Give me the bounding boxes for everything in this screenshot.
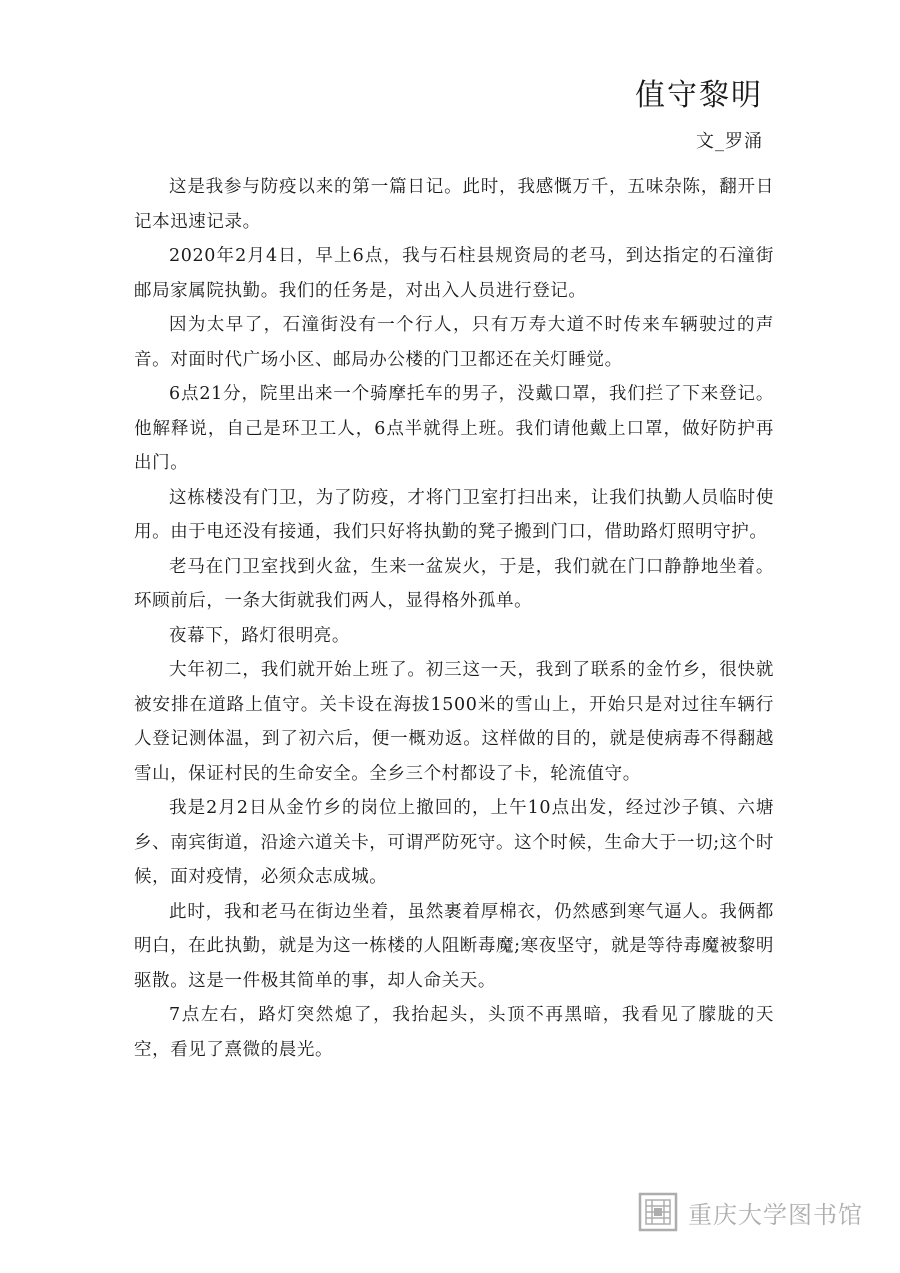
paragraph: 此时，我和老马在街边坐着，虽然裹着厚棉衣，仍然感到寒气逼人。我俩都明白，在此执勤，就是为这一栋楼的人阻断毒魔;寒夜坚守，就是等待毒魔被黎明驱散。这是一件极其简单的事，却人命关天。 [134, 901, 774, 991]
paragraph: 夜幕下，路灯很明亮。 [169, 625, 350, 646]
paragraph: 这是我参与防疫以来的第一篇日记。此时，我感慨万千，五味杂陈，翻开日记本迅速记录。 [134, 177, 774, 232]
paragraph: 大年初二，我们就开始上班了。初三这一天，我到了联系的金竹乡，很快就被安排在道路上值守。关卡设在海拔1500米的雪山上，开始只是对过往车辆行人登记测体温，到了初六后，便一概劝返。这样做的目的，就是使病毒不得翻越雪山，保证村民的生命安全。全乡三个村都设了卡，轮流值守。 [134, 660, 774, 784]
paragraph: 7点左右，路灯突然熄了，我抬起头，头顶不再黑暗，我看见了朦胧的天空，看见了熹微的晨光。 [134, 1005, 774, 1060]
paragraph: 6点21分，院里出来一个骑摩托车的男子，没戴口罩，我们拦了下来登记。他解释说，自己是环卫工人，6点半就得上班。我们请他戴上口罩，做好防护再出门。 [134, 384, 774, 473]
paragraph: 老马在门卫室找到火盆，生来一盆炭火，于是，我们就在门口静静地坐着。环顾前后，一条大街就我们两人，显得格外孤单。 [134, 556, 774, 611]
article-body [134, 170, 774, 1067]
author-byline: 文_罗涌 [696, 131, 763, 152]
library-watermark [638, 1190, 863, 1234]
paragraph: 我是2月2日从金竹乡的岗位上撤回的，上午10点出发，经过沙子镇、六塘乡、南宾街道，沿途六道关卡，可谓严防死守。这个时候，生命大于一切;这个时候，面对疫情，必须众志成城。 [134, 798, 774, 887]
watermark-text: 重庆大学图书馆 [688, 1200, 863, 1229]
document-title: 值守黎明 [635, 78, 763, 113]
paragraph: 这栋楼没有门卫，为了防疫，才将门卫室打扫出来，让我们执勤人员临时使用。由于电还没有接通，我们只好将执勤的凳子搬到门口，借助路灯照明守护。 [134, 487, 774, 542]
library-seal-icon [638, 1192, 678, 1232]
paragraph: 因为太早了，石潼街没有一个行人，只有万寿大道不时传来车辆驶过的声音。对面时代广场小区、邮局办公楼的门卫都还在关灯睡觉。 [134, 315, 774, 370]
paragraph: 2020年2月4日，早上6点，我与石柱县规资局的老马，到达指定的石潼街邮局家属院执勤。我们的任务是，对出入人员进行登记。 [134, 246, 774, 301]
